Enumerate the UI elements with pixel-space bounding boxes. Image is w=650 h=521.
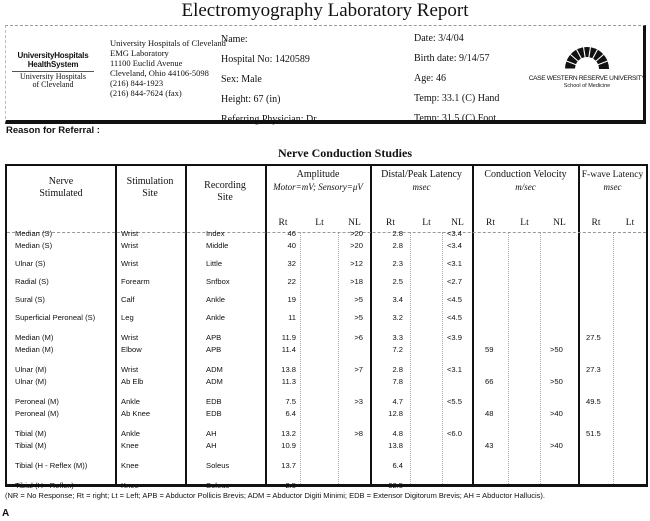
header-unit: m/sec [515, 182, 536, 192]
cell-latency-rt: 13.8 [388, 441, 403, 450]
cell-amplitude-nl: >5 [354, 313, 363, 322]
cell-fwave-rt: 49.5 [586, 397, 601, 406]
cell-latency-nl: <5.5 [447, 397, 462, 406]
visit-info [414, 29, 499, 129]
table-row [7, 408, 646, 420]
patient-info [221, 30, 318, 130]
patient-height: Height: 67 (in) [221, 94, 281, 105]
cell-stimulation-site: Ankle [121, 429, 140, 438]
cell-velocity-rt: 66 [485, 377, 494, 386]
table-row [7, 228, 646, 240]
header-fwave [579, 169, 646, 194]
header-text: Stimulation [126, 176, 174, 187]
sunburst-icon [563, 44, 611, 70]
subheader-amp-nl: NL [348, 218, 361, 228]
cell-recording-site: AH [206, 429, 217, 438]
table-row [7, 376, 646, 388]
cell-recording-site: Middle [206, 241, 229, 250]
cell-amplitude-nl: >18 [350, 277, 363, 286]
referring-physician: Referring Physician: Dr. [221, 114, 319, 125]
header-amplitude [266, 169, 370, 194]
cell-amplitude-nl: >3 [354, 397, 363, 406]
cell-velocity-rt: 59 [485, 345, 494, 354]
subheader-cv-lt: Lt [520, 218, 529, 228]
cell-nerve: Median (S) [15, 241, 53, 250]
cell-latency-rt: 6.4 [392, 461, 403, 470]
cell-amplitude-rt: 11.9 [281, 333, 296, 342]
cell-amplitude-rt: 11 [288, 313, 296, 322]
cell-nerve: Tibial (M) [15, 429, 47, 438]
subheader-fw-rt: Rt [591, 218, 601, 228]
cell-stimulation-site: Knee [121, 461, 139, 470]
cell-velocity-rt: 48 [485, 409, 494, 418]
table-row [7, 240, 646, 252]
table-row [7, 364, 646, 376]
cell-amplitude-nl: >6 [354, 333, 363, 342]
cell-nerve: Tibial (M) [15, 441, 47, 450]
subheader-amp-rt: Rt [278, 218, 288, 228]
patient-age: Age: 46 [414, 73, 446, 84]
cwru-logo [526, 44, 648, 90]
table-row [7, 440, 646, 452]
cell-recording-site: Little [206, 259, 223, 268]
cell-latency-rt: 12.8 [388, 409, 403, 418]
nerve-conduction-table [5, 164, 648, 490]
cell-recording-site: ADM [206, 365, 223, 374]
table-row [7, 276, 646, 288]
cell-amplitude-nl: >5 [354, 295, 363, 304]
header-text: Amplitude [296, 169, 340, 180]
hospital-number: Hospital No: 1420589 [221, 54, 310, 65]
header-text: Nerve [48, 176, 74, 187]
cell-latency-rt: 7.2 [392, 345, 403, 354]
cell-amplitude-rt: 10.9 [281, 441, 296, 450]
cell-latency-nl: <3.1 [447, 365, 462, 374]
cell-amplitude-nl: >20 [350, 229, 363, 238]
cell-recording-site: Ankle [206, 313, 225, 322]
cell-amplitude-rt: 11.4 [281, 345, 296, 354]
birth-date: Birth date: 9/14/57 [414, 53, 490, 64]
temp-hand: Temp: 33.1 (C) Hand [414, 93, 500, 104]
table-row [7, 428, 646, 440]
cell-latency-nl: <3.4 [447, 241, 462, 250]
header-text: Distal/Peak Latency [381, 169, 462, 180]
cell-amplitude-nl: >8 [354, 429, 363, 438]
header-text: Site [142, 188, 158, 199]
table-row [7, 258, 646, 270]
patient-sex: Sex: Male [221, 74, 262, 85]
cell-stimulation-site: Ankle [121, 397, 140, 406]
cell-fwave-rt: 27.3 [586, 365, 601, 374]
cell-latency-rt: 4.8 [392, 429, 403, 438]
subheader-fw-lt: Lt [625, 218, 635, 228]
cell-amplitude-rt: 32 [287, 259, 296, 268]
cell-nerve: Tibial (H - Reflex (M)) [15, 461, 88, 470]
subheader-lat-nl: NL [451, 218, 464, 228]
cell-amplitude-rt: 13.7 [281, 461, 296, 470]
cell-amplitude-rt: 13.8 [281, 365, 296, 374]
cell-recording-site: APB [206, 333, 222, 342]
cell-amplitude-rt: 6.4 [285, 409, 296, 418]
cell-velocity-rt: 43 [485, 441, 494, 450]
header-text: Recording [204, 180, 246, 191]
table-row [7, 294, 646, 306]
cell-recording-site: Soleus [206, 481, 230, 490]
subheader-lat-lt: Lt [422, 218, 431, 228]
header-velocity [473, 169, 578, 194]
cell-amplitude-rt: 11.3 [281, 377, 296, 386]
cell-recording-site: Soleus [206, 461, 230, 470]
cell-latency-nl: <3.9 [447, 333, 462, 342]
cwru-logo-school: School of Medicine [563, 83, 611, 89]
cell-amplitude-rt: 40 [287, 241, 296, 250]
cell-nerve: Ulnar (M) [15, 365, 47, 374]
header-text: Conduction Velocity [484, 169, 567, 180]
cell-recording-site: Snfbox [206, 277, 230, 286]
address-line: EMG Laboratory [110, 48, 169, 58]
cell-stimulation-site: Wrist [121, 365, 139, 374]
cell-fwave-rt: 27.5 [586, 333, 601, 342]
figure-label: A [2, 508, 10, 519]
cell-recording-site: EDB [206, 409, 222, 418]
cell-stimulation-site: Ab Elb [121, 377, 144, 386]
cell-recording-site: ADM [206, 377, 223, 386]
cell-latency-rt: 2.3 [392, 259, 403, 268]
cell-latency-nl: <3.1 [447, 259, 462, 268]
cell-latency-nl: <4.5 [447, 313, 462, 322]
lab-address [110, 38, 226, 98]
cell-recording-site: Index [206, 229, 225, 238]
cell-nerve: Peroneal (M) [15, 409, 59, 418]
abbreviations-footnote: (NR = No Response; Rt = right; Lt = Left; APB = Abductor Pollicis Brevis; ADM = Abductor Digiti Minimi; EDB = Extensor Digitorum Brevis; AH = Abductor Hallucis). [5, 491, 546, 500]
header-unit: msec [412, 182, 431, 192]
cell-recording-site: EDB [206, 397, 222, 406]
cell-stimulation-site: Wrist [121, 229, 139, 238]
subheader-amp-lt: Lt [315, 218, 324, 228]
patient-name: Name: [221, 34, 248, 45]
address-line: 11100 Euclid Avenue [110, 58, 183, 68]
table-row [7, 332, 646, 344]
cell-stimulation-site: Knee [121, 441, 139, 450]
cell-latency-rt: 7.8 [392, 377, 403, 386]
cell-nerve: Radial (S) [15, 277, 49, 286]
cell-latency-rt: 3.2 [392, 313, 403, 322]
table-row [7, 396, 646, 408]
cell-nerve: Superficial Peroneal (S) [15, 313, 96, 322]
cell-latency-rt: 3.3 [392, 333, 403, 342]
cell-latency-rt: 2.8 [392, 241, 403, 250]
uh-logo-line4: of Cleveland [32, 80, 74, 89]
cell-amplitude-nl: >20 [350, 241, 363, 250]
cell-amplitude-rt: 7.5 [285, 397, 296, 406]
subheader-cv-rt: Rt [486, 218, 495, 228]
table-row [7, 344, 646, 356]
address-line: (216) 844-1923 [110, 78, 164, 88]
cell-latency-rt: 4.7 [392, 397, 403, 406]
cell-stimulation-site: Wrist [121, 241, 139, 250]
address-line: (216) 844-7624 (fax) [110, 88, 182, 98]
header-text: Site [217, 192, 233, 203]
header-recording-site [185, 180, 265, 204]
cell-latency-rt: 2.5 [392, 277, 403, 286]
cell-stimulation-site: Wrist [121, 259, 139, 268]
cell-latency-nl: <2.7 [447, 277, 462, 286]
uh-logo-line2: HealthSystem [27, 60, 79, 69]
cell-nerve: Median (M) [15, 345, 54, 354]
cell-stimulation-site: Knee [121, 481, 139, 490]
cell-velocity-nl: >40 [550, 441, 563, 450]
table-row [7, 460, 646, 472]
cell-latency-nl: <3.4 [447, 229, 462, 238]
table-row [7, 312, 646, 324]
cell-latency-rt: 2.8 [392, 229, 403, 238]
cell-nerve: Sural (S) [15, 295, 45, 304]
cell-amplitude-rt: 46 [287, 229, 296, 238]
header-unit: Motor=mV; Sensory=μV [273, 182, 363, 192]
cell-latency-nl: <4.5 [447, 295, 462, 304]
cell-recording-site: APB [206, 345, 222, 354]
cell-amplitude-nl: >12 [350, 259, 363, 268]
cell-nerve: Ulnar (M) [15, 377, 47, 386]
header-unit: msec [603, 182, 622, 192]
report-header [5, 25, 646, 124]
cell-stimulation-site: Calf [121, 295, 135, 304]
cell-amplitude-rt: 19 [287, 295, 296, 304]
subheader-lat-rt: Rt [386, 218, 395, 228]
header-text: Stimulated [39, 188, 83, 199]
cell-stimulation-site: Forearm [121, 277, 150, 286]
cell-nerve: Median (S) [15, 229, 53, 238]
cell-amplitude-rt: 2.5 [285, 481, 296, 490]
cell-nerve: Ulnar (S) [15, 259, 46, 268]
cell-nerve: Peroneal (M) [15, 397, 59, 406]
uh-logo-line1: UniversityHospitals [17, 51, 89, 60]
address-line: University Hospitals of Cleveland [110, 38, 226, 48]
header-text: F-wave Latency [581, 170, 644, 180]
exam-date: Date: 3/4/04 [414, 33, 464, 44]
cell-stimulation-site: Elbow [121, 345, 142, 354]
cwru-logo-name: CASE WESTERN RESERVE UNIVERSITY [528, 75, 646, 82]
subheader-cv-nl: NL [553, 218, 566, 228]
cell-amplitude-rt: 13.2 [281, 429, 296, 438]
cell-recording-site: Ankle [206, 295, 225, 304]
cell-latency-rt: 32.5 [388, 481, 403, 490]
cell-nerve: Median (M) [15, 333, 54, 342]
cell-amplitude-rt: 22 [287, 277, 296, 286]
report-title: Electromyography Laboratory Report [181, 0, 469, 21]
temp-foot: Temp: 31.5 (C) Foot [414, 113, 497, 124]
cell-velocity-nl: >40 [550, 409, 563, 418]
cell-recording-site: AH [206, 441, 217, 450]
cell-velocity-nl: >50 [550, 345, 563, 354]
cell-stimulation-site: Ab Knee [121, 409, 151, 418]
address-line: Cleveland, Ohio 44106-5098 [110, 68, 209, 78]
cell-amplitude-nl: >7 [354, 365, 363, 374]
section-title: Nerve Conduction Studies [277, 146, 412, 160]
cell-nerve: Tibial (H - Reflex) [15, 481, 74, 490]
uh-logo-line3: University Hospitals [20, 72, 86, 81]
cell-stimulation-site: Leg [121, 313, 134, 322]
reason-for-referral-label: Reason for Referral : [6, 125, 100, 136]
cell-stimulation-site: Wrist [121, 333, 139, 342]
university-hospitals-logo [10, 51, 96, 89]
header-stimulation-site [115, 176, 185, 200]
header-latency [371, 169, 472, 194]
cell-latency-rt: 2.8 [392, 365, 403, 374]
cell-latency-rt: 3.4 [392, 295, 403, 304]
header-nerve-stimulated [7, 176, 115, 200]
cell-velocity-nl: >50 [550, 377, 563, 386]
cell-fwave-rt: 51.5 [586, 429, 601, 438]
cell-latency-nl: <6.0 [447, 429, 462, 438]
